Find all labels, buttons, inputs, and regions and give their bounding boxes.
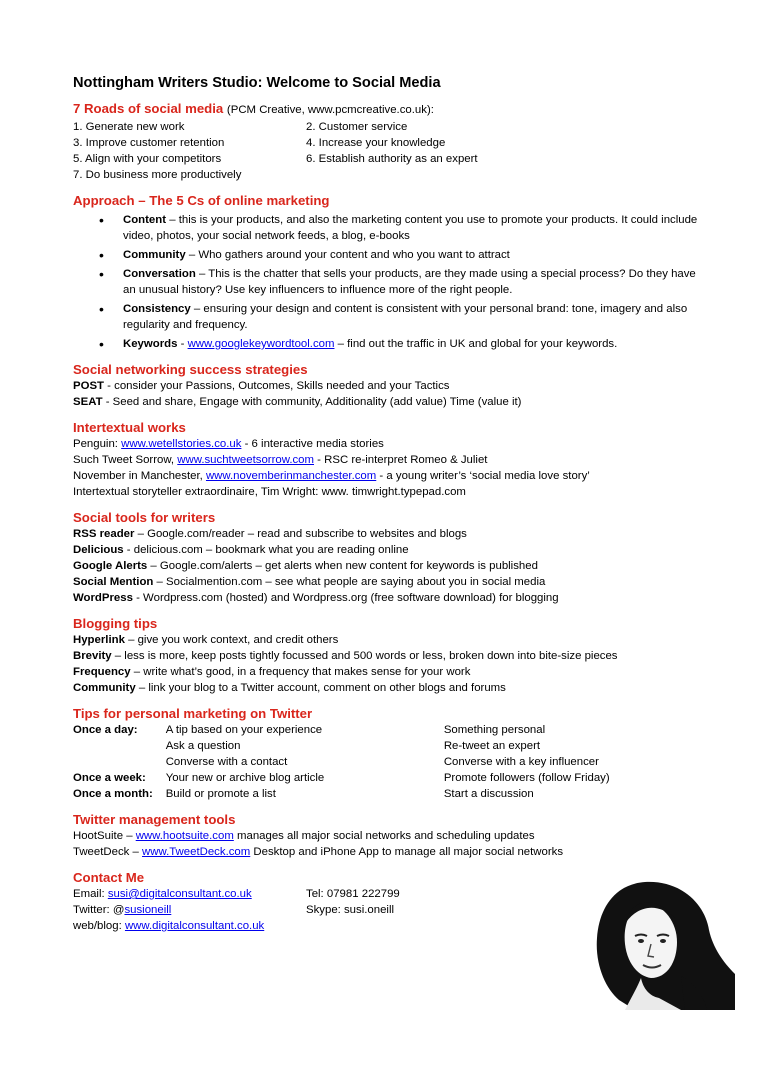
strategies-heading: Social networking success strategies xyxy=(73,362,308,377)
twitter-tip: Ask a question xyxy=(165,740,241,752)
tel-line: Tel: 07981 222799 xyxy=(306,888,400,900)
twitter-tip: Build or promote a list xyxy=(165,788,276,800)
twitter-tool-row xyxy=(73,844,703,860)
tool-row xyxy=(73,574,703,590)
twitter-tip-frequency: Once a day: xyxy=(73,724,138,736)
road-item: 7. Do business more productively xyxy=(73,169,242,181)
bullet-icon: • xyxy=(99,336,104,352)
approach-link[interactable]: www.googlekeywordtool.com xyxy=(187,338,335,350)
intertextual-text: Such Tweet Sorrow, xyxy=(73,454,178,466)
tool-row xyxy=(73,542,703,558)
twitter-tool-text: HootSuite – xyxy=(73,830,136,842)
page-title: Nottingham Writers Studio: Welcome to Social Media xyxy=(73,75,441,91)
tools-section xyxy=(73,509,703,606)
intertextual-row xyxy=(73,468,703,484)
blog-tip-row xyxy=(73,664,703,680)
blog-tip-term: Community xyxy=(73,682,136,694)
twitter-tip: Re-tweet an expert xyxy=(443,740,541,752)
intertextual-text: - RSC re-interpret Romeo & Juliet xyxy=(314,454,488,466)
strategy-term: POST xyxy=(73,380,105,392)
author-portrait xyxy=(585,878,735,1010)
blog-tip-text: – link your blog to a Twitter account, comment on other blogs and forums xyxy=(135,682,506,694)
road-item: 1. Generate new work xyxy=(73,121,185,133)
roads-section xyxy=(73,100,703,183)
bullet-icon: • xyxy=(99,247,104,263)
strategies-section xyxy=(73,361,703,410)
twitter-tip-row xyxy=(73,770,703,786)
approach-item xyxy=(99,301,703,333)
road-item: 4. Increase your knowledge xyxy=(306,137,446,149)
tool-row xyxy=(73,558,703,574)
twitter-tip-frequency: Once a week: xyxy=(73,772,146,784)
road-item: 2. Customer service xyxy=(306,121,408,133)
approach-item xyxy=(99,247,703,263)
blog-tip-row xyxy=(73,648,703,664)
twitter-tip-row xyxy=(73,754,703,770)
twitter-line: Twitter: @susioneill xyxy=(73,904,172,916)
twitter-tip-row xyxy=(73,722,703,738)
web-link[interactable]: www.digitalconsultant.co.uk xyxy=(124,920,265,932)
twitter-tip: Something personal xyxy=(443,724,546,736)
intertextual-row xyxy=(73,452,703,468)
intertextual-section xyxy=(73,419,703,500)
tool-text: – Google.com/reader – read and subscribe to websites and blogs xyxy=(134,528,467,540)
twitter-tools-heading: Twitter management tools xyxy=(73,812,236,827)
blog-tip-text: – give you work context, and credit others xyxy=(124,634,339,646)
tool-row xyxy=(73,590,703,606)
road-item: 5. Align with your competitors xyxy=(73,153,222,165)
intertextual-link[interactable]: www.suchtweetsorrow.com xyxy=(177,454,314,466)
twitter-tip-frequency: Once a month: xyxy=(73,788,153,800)
blogging-section xyxy=(73,615,703,696)
blog-tip-text: – less is more, keep posts tightly focussed and 500 words or less, broken down into bite-size pieces xyxy=(111,650,618,662)
tool-term: Delicious xyxy=(73,544,124,556)
roads-heading: 7 Roads of social media (PCM Creative, www.pcmcreative.co.uk): xyxy=(73,101,434,116)
tool-row xyxy=(73,526,703,542)
email-link[interactable]: susi@digitalconsultant.co.uk xyxy=(107,888,252,900)
blog-tip-term: Hyperlink xyxy=(73,634,125,646)
tool-text: - Wordpress.com (hosted) and Wordpress.org (free software download) for blogging xyxy=(132,592,559,604)
twitter-tip: Promote followers (follow Friday) xyxy=(443,772,610,784)
blogging-heading: Blogging tips xyxy=(73,616,158,631)
approach-term: Community xyxy=(123,249,186,261)
twitter-link[interactable]: susioneill xyxy=(124,904,172,916)
tool-text: – Google.com/alerts – get alerts when new content for keywords is published xyxy=(147,560,538,572)
blog-tip-term: Frequency xyxy=(73,666,131,678)
intertextual-text: Intertextual storyteller extraordinaire, Tim Wright: www. timwright.typepad.com xyxy=(73,486,466,498)
bullet-icon: • xyxy=(99,212,104,228)
approach-text: - xyxy=(177,338,188,350)
approach-text: – this is your products, and also the marketing content you use to promote your products. It could include video, photos, your social network feeds, a blog, e-books xyxy=(123,214,698,242)
approach-text: – Who gathers around your content and who you want to attract xyxy=(185,249,510,261)
twitter-tips-section xyxy=(73,705,703,802)
intertextual-link[interactable]: www.novemberinmanchester.com xyxy=(205,470,377,482)
roads-row xyxy=(73,167,703,183)
roads-row xyxy=(73,151,703,167)
twitter-tool-text: manages all major social networks and scheduling updates xyxy=(233,830,535,842)
approach-item xyxy=(99,336,703,352)
strategy-row xyxy=(73,394,703,410)
approach-heading: Approach – The 5 Cs of online marketing xyxy=(73,193,330,208)
bullet-icon: • xyxy=(99,266,104,282)
approach-section xyxy=(73,192,703,352)
strategy-term: SEAT xyxy=(73,396,103,408)
twitter-tool-text: TweetDeck – xyxy=(73,846,143,858)
tool-term: Google Alerts xyxy=(73,560,148,572)
email-line: Email: susi@digitalconsultant.co.uk xyxy=(73,888,252,900)
twitter-tool-row xyxy=(73,828,703,844)
road-item: 3. Improve customer retention xyxy=(73,137,225,149)
twitter-tip-row xyxy=(73,738,703,754)
twitter-tool-link[interactable]: www.TweetDeck.com xyxy=(142,846,251,858)
strategy-text: - consider your Passions, Outcomes, Skills needed and your Tactics xyxy=(104,380,450,392)
tool-text: - delicious.com – bookmark what you are reading online xyxy=(123,544,409,556)
twitter-tip-frequency xyxy=(73,754,166,770)
blog-tip-row xyxy=(73,680,703,696)
document-page xyxy=(73,74,703,934)
twitter-tip: Start a discussion xyxy=(443,788,534,800)
twitter-tip-frequency xyxy=(73,738,166,754)
road-item xyxy=(306,167,606,183)
approach-term: Content xyxy=(123,214,167,226)
roads-row xyxy=(73,135,703,151)
approach-term: Conversation xyxy=(123,268,196,280)
strategy-text: - Seed and share, Engage with community, Additionality (add value) Time (value it) xyxy=(102,396,522,408)
strategy-row xyxy=(73,378,703,394)
approach-term: Consistency xyxy=(123,303,191,315)
approach-term: Keywords xyxy=(123,338,178,350)
approach-text: – ensuring your design and content is consistent with your personal brand: tone, imagery and also regularity and frequency. xyxy=(123,303,688,331)
intertextual-text: - a young writer’s ‘social media love story’ xyxy=(376,470,590,482)
approach-text: – This is the chatter that sells your products, are they made using a special process? Do they have an unusual history? Use key influencers to influence more of the right people. xyxy=(123,268,696,296)
intertextual-text: - 6 interactive media stories xyxy=(241,438,384,450)
twitter-tools-section xyxy=(73,811,703,860)
twitter-tip-row xyxy=(73,786,703,802)
approach-text: – find out the traffic in UK and global for your keywords. xyxy=(334,338,618,350)
twitter-tip: Converse with a contact xyxy=(165,756,288,768)
web-line: web/blog: www.digitalconsultant.co.uk xyxy=(73,920,265,932)
tool-term: WordPress xyxy=(73,592,133,604)
twitter-tool-link[interactable]: www.hootsuite.com xyxy=(135,830,234,842)
tool-text: – Socialmention.com – see what people are saying about you in social media xyxy=(153,576,546,588)
intertextual-row xyxy=(73,436,703,452)
twitter-tip: Your new or archive blog article xyxy=(165,772,325,784)
blog-tip-text: – write what’s good, in a frequency that makes sense for your work xyxy=(130,666,471,678)
approach-list xyxy=(73,212,703,352)
twitter-tip: A tip based on your experience xyxy=(165,724,323,736)
bullet-icon: • xyxy=(99,301,104,317)
blog-tip-row xyxy=(73,632,703,648)
approach-item xyxy=(99,212,703,244)
tools-heading: Social tools for writers xyxy=(73,510,216,525)
twitter-tool-text: Desktop and iPhone App to manage all major social networks xyxy=(250,846,564,858)
tool-term: RSS reader xyxy=(73,528,135,540)
roads-row xyxy=(73,119,703,135)
skype-line: Skype: susi.oneill xyxy=(306,904,395,916)
intertextual-row xyxy=(73,484,703,500)
road-item: 6. Establish authority as an expert xyxy=(306,153,478,165)
intertextual-text: Penguin: xyxy=(73,438,122,450)
twitter-tip: Converse with a key influencer xyxy=(443,756,599,768)
blog-tip-term: Brevity xyxy=(73,650,112,662)
intertextual-link[interactable]: www.wetellstories.co.uk xyxy=(121,438,242,450)
roads-note: (PCM Creative, www.pcmcreative.co.uk): xyxy=(226,104,434,116)
intertextual-text: November in Manchester, xyxy=(73,470,206,482)
intertextual-heading: Intertextual works xyxy=(73,420,186,435)
twitter-tips-heading: Tips for personal marketing on Twitter xyxy=(73,706,313,721)
approach-item xyxy=(99,266,703,298)
contact-heading: Contact Me xyxy=(73,870,145,885)
tool-term: Social Mention xyxy=(73,576,154,588)
